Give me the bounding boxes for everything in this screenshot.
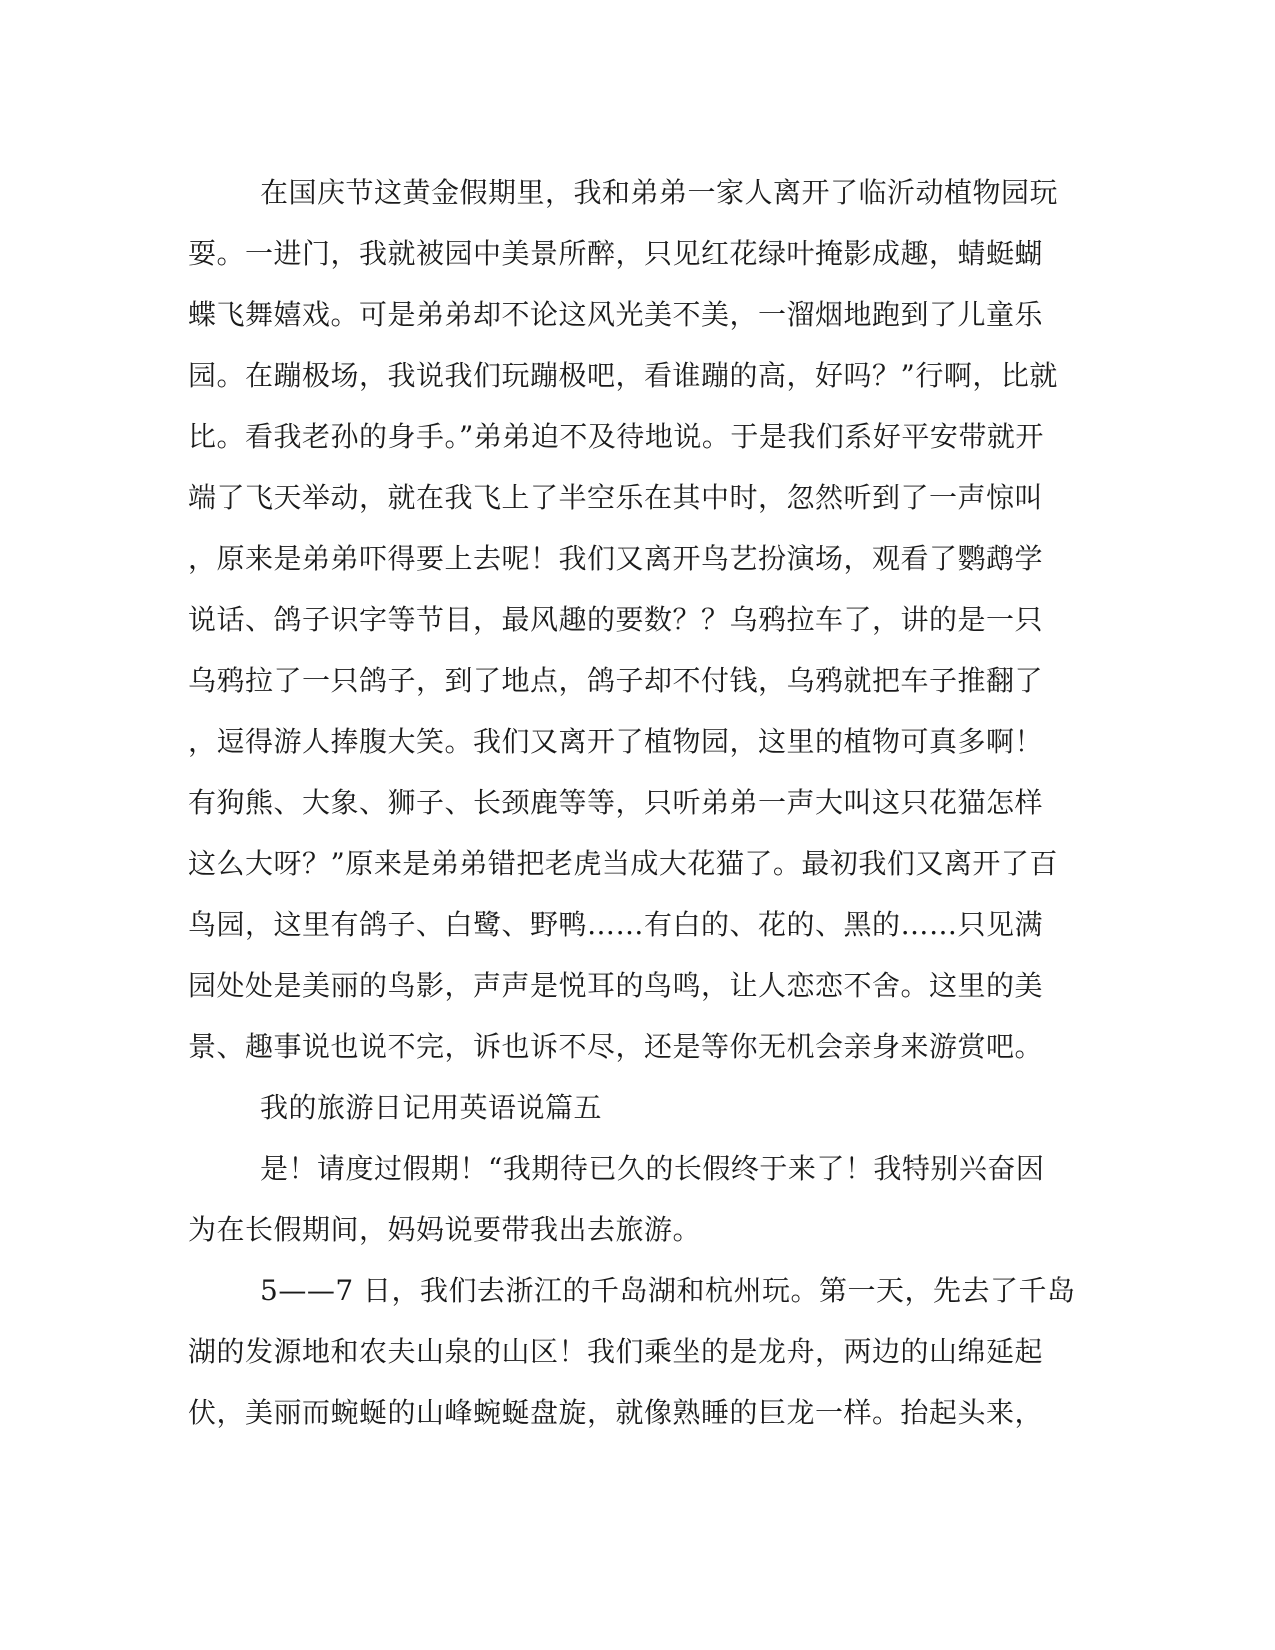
paragraph-line: 乌鸦拉了一只鸽子，到了地点，鸽子却不付钱，乌鸦就把车子推翻了: [188, 664, 1044, 697]
paragraph-line: 为在长假期间，妈妈说要带我出去旅游。: [188, 1213, 702, 1246]
paragraph-line: ，逗得游人捧腹大笑。我们又离开了植物园，这里的植物可真多啊！: [188, 725, 1044, 758]
paragraph-line: 端了飞天举动，就在我飞上了半空乐在其中时，忽然听到了一声惊叫: [188, 481, 1044, 514]
paragraph-line: 鸟园，这里有鸽子、白鹭、野鸭……有白的、花的、黑的……只见满: [188, 908, 1044, 941]
paragraph-line: ，原来是弟弟吓得要上去呢！我们又离开鸟艺扮演场，观看了鹦鹉学: [188, 542, 1044, 575]
paragraph-line: 湖的发源地和农夫山泉的山区！我们乘坐的是龙舟，两边的山绵延起: [188, 1335, 1044, 1368]
paragraph-line: 园。在蹦极场，我说我们玩蹦极吧，看谁蹦的高，好吗？”行啊，比就: [188, 359, 1058, 392]
paragraph-line: 蝶飞舞嬉戏。可是弟弟却不论这风光美不美，一溜烟地跑到了儿童乐: [188, 298, 1044, 331]
paragraph-line: 在国庆节这黄金假期里，我和弟弟一家人离开了临沂动植物园玩: [260, 176, 1059, 209]
paragraph-line: 说话、鸽子识字等节目，最风趣的要数？？乌鸦拉车了，讲的是一只: [188, 603, 1044, 636]
paragraph-line: 是！请度过假期！“我期待已久的长假终于来了！我特别兴奋因: [260, 1152, 1045, 1185]
paragraph-line: 这么大呀？”原来是弟弟错把老虎当成大花猫了。最初我们又离开了百: [188, 847, 1058, 880]
body-text: [188, 162, 1078, 1443]
paragraph-line: 5——7 日，我们去浙江的千岛湖和杭州玩。第一天，先去了千岛: [260, 1274, 1076, 1307]
paragraph-line: 伏，美丽而蜿蜒的山峰蜿蜒盘旋，就像熟睡的巨龙一样。抬起头来，: [188, 1396, 1044, 1429]
section-heading: 我的旅游日记用英语说篇五: [260, 1091, 603, 1124]
paragraph-line: 有狗熊、大象、狮子、长颈鹿等等，只听弟弟一声大叫这只花猫怎样: [188, 786, 1044, 819]
paragraph-line: 耍。一进门，我就被园中美景所醉，只见红花绿叶掩影成趣，蜻蜓蝴: [188, 237, 1044, 270]
paragraph-line: 比。看我老孙的身手。”弟弟迫不及待地说。于是我们系好平安带就开: [188, 420, 1044, 453]
paragraph-line: 景、趣事说也说不完，诉也诉不尽，还是等你无机会亲身来游赏吧。: [188, 1030, 1044, 1063]
paragraph-line: 园处处是美丽的鸟影，声声是悦耳的鸟鸣，让人恋恋不舍。这里的美: [188, 969, 1044, 1002]
